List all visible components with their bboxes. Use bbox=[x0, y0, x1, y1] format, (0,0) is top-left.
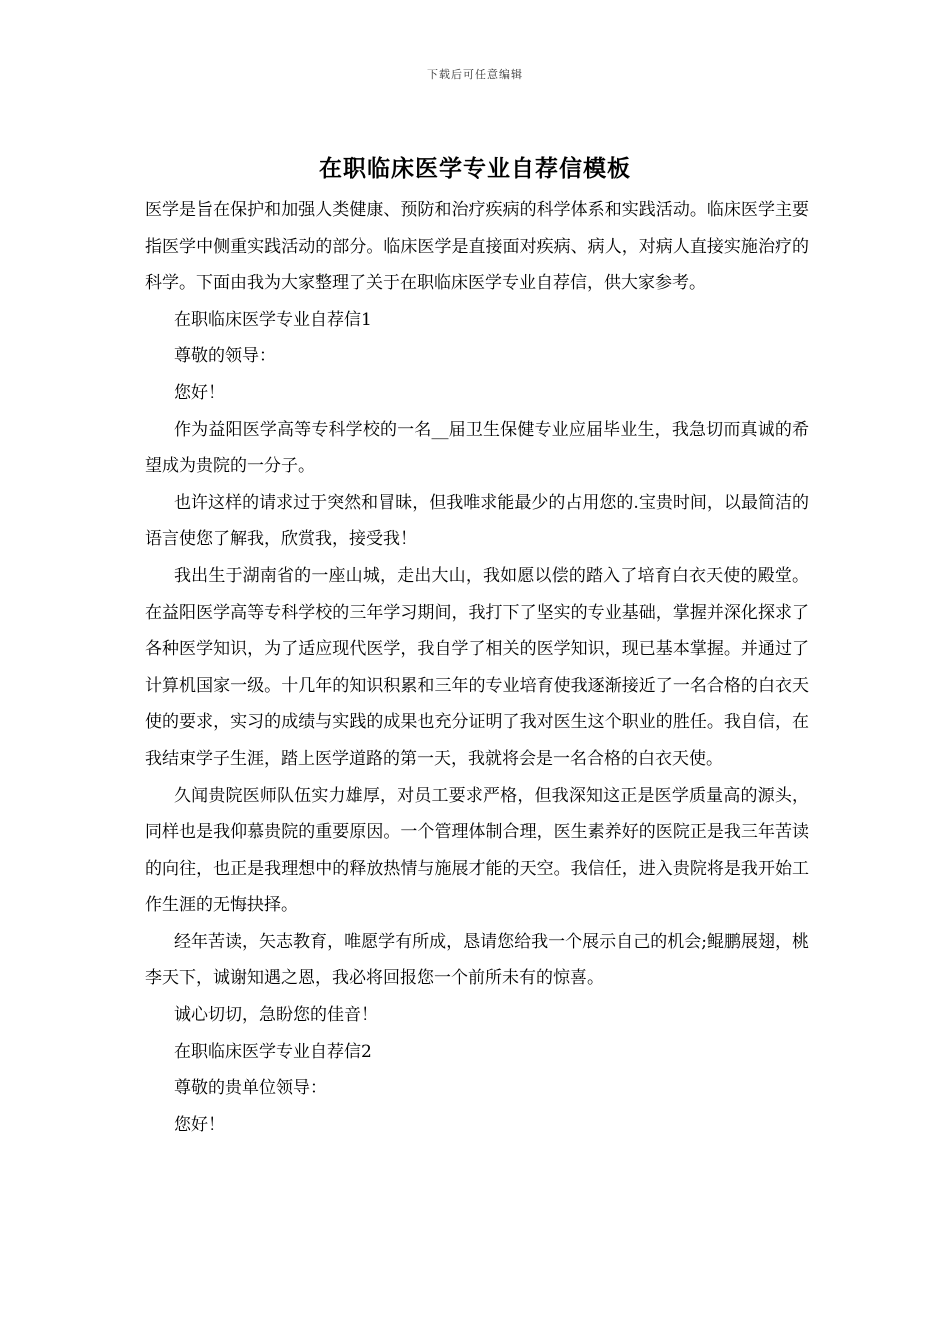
letter-2-greeting: 您好！ bbox=[174, 1114, 225, 1135]
letter-2-heading: 在职临床医学专业自荐信2 bbox=[174, 1041, 372, 1062]
letter-1-greeting: 您好！ bbox=[174, 382, 225, 403]
letter-1-paragraph: 也许这样的请求过于突然和冒昧，但我唯求能最少的占用您的.宝贵时间，以最简洁的语言使您了解我，欣赏我，接受我！ bbox=[145, 492, 809, 550]
header-note: 下载后可任意编辑 bbox=[427, 68, 523, 81]
intro-paragraph: 医学是旨在保护和加强人类健康、预防和治疗疾病的科学体系和实践活动。临床医学主要指医学中侧重实践活动的部分。临床医学是直接面对疾病、病人，对病人直接实施治疗的科学。下面由我为大家整理了关于在职临床医学专业自荐信，供大家参考。 bbox=[145, 200, 809, 294]
letter-1-salutation: 尊敬的领导： bbox=[174, 346, 276, 367]
letter-1-paragraph: 经年苦读，矢志教育，唯愿学有所成，恳请您给我一个展示自己的机会;鲲鹏展翅，桃李天下，诚谢知遇之恩，我必将回报您一个前所未有的惊喜。 bbox=[145, 931, 809, 989]
document-body bbox=[145, 192, 809, 1143]
letter-1-paragraph: 作为益阳医学高等专科学校的一名__届卫生保健专业应届毕业生，我急切而真诚的希望成为贵院的一分子。 bbox=[145, 419, 809, 477]
letter-2-salutation: 尊敬的贵单位领导： bbox=[174, 1078, 327, 1099]
letter-1-closing: 诚心切切，急盼您的佳音！ bbox=[174, 1005, 378, 1026]
letter-1-paragraph: 久闻贵院医师队伍实力雄厚，对员工要求严格，但我深知这正是医学质量高的源头，同样也是我仰慕贵院的重要原因。一个管理体制合理，医生素养好的医院正是我三年苦读的向往，也正是我理想中的释放热情与施展才能的天空。我信任，进入贵院将是我开始工作生涯的无悔抉择。 bbox=[145, 785, 809, 916]
document-title: 在职临床医学专业自荐信模板 bbox=[319, 155, 631, 182]
letter-1-paragraph: 我出生于湖南省的一座山城，走出大山，我如愿以偿的踏入了培育白衣天使的殿堂。在益阳医学高等专科学校的三年学习期间，我打下了坚实的专业基础，掌握并深化探求了各种医学知识，为了适应现代医学，我自学了相关的医学知识，现已基本掌握。并通过了计算机国家一级。十几年的知识积累和三年的专业培育使我逐渐接近了一名合格的白衣天使的要求，实习的成绩与实践的成果也充分证明了我对医生这个职业的胜任。我自信，在我结束学子生涯，踏上医学道路的第一天，我就将会是一名合格的白衣天使。 bbox=[145, 565, 809, 769]
letter-1-heading: 在职临床医学专业自荐信1 bbox=[174, 309, 372, 330]
